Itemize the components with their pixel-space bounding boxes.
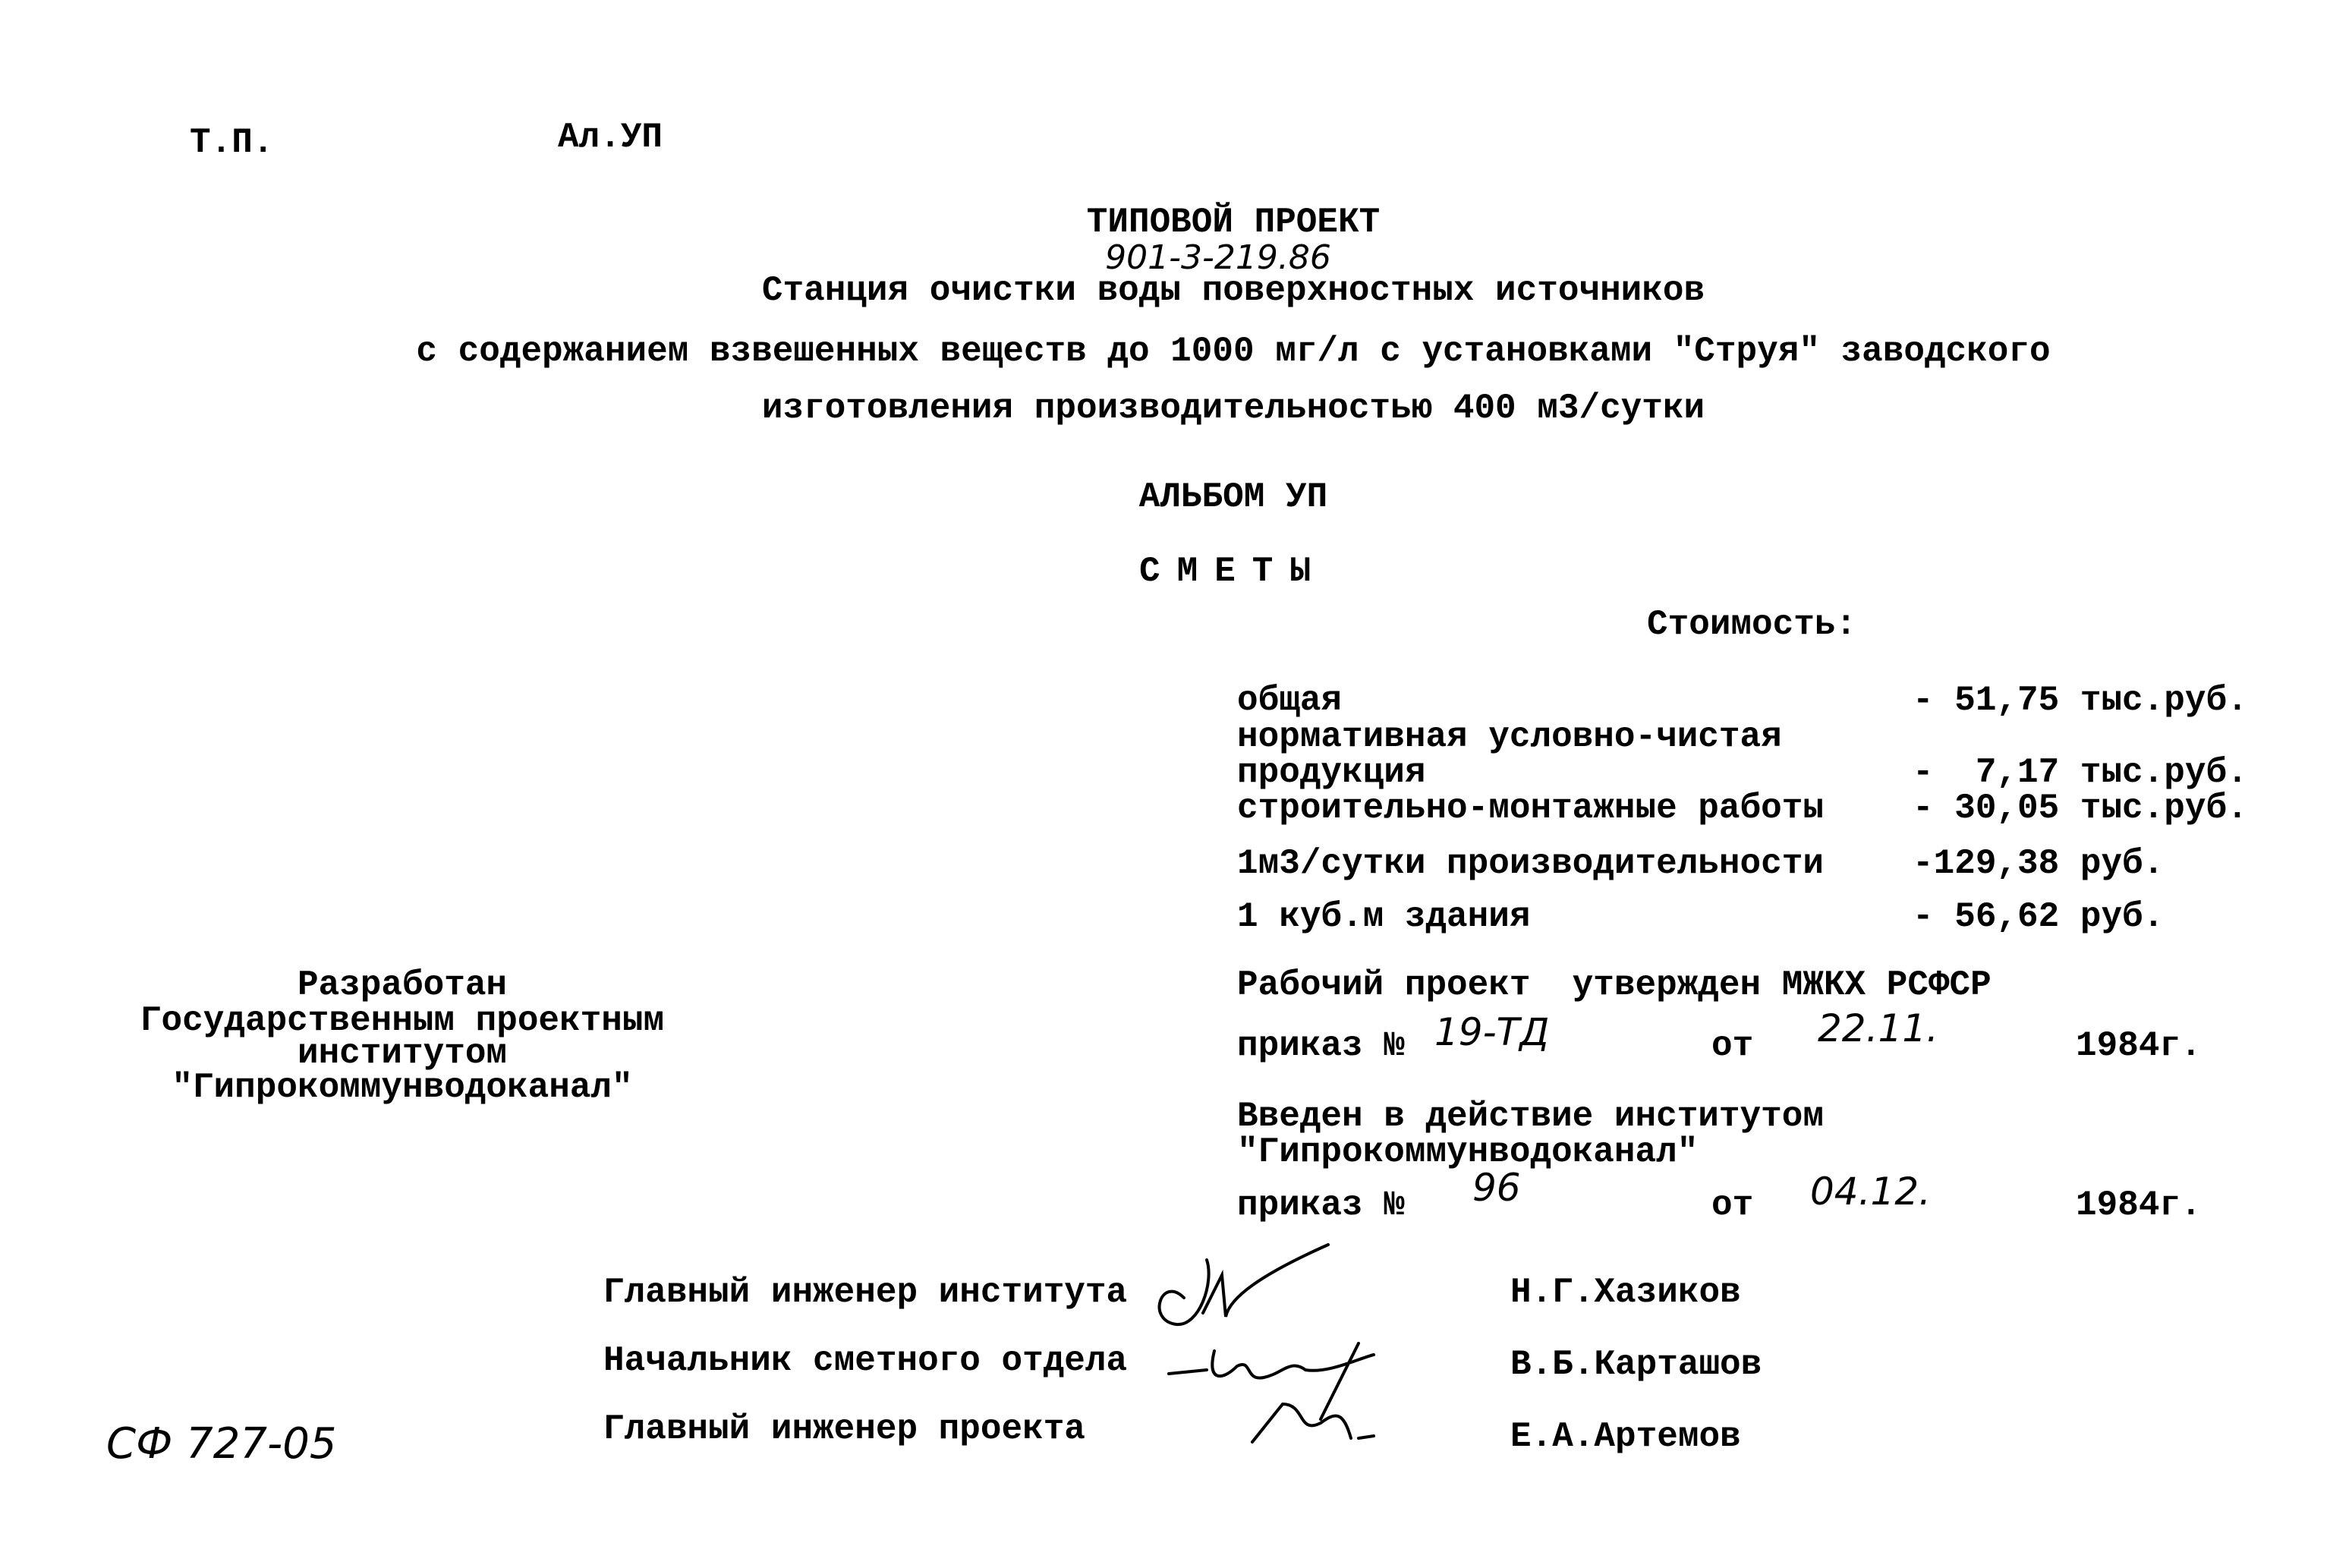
developer-line: "Гипрокоммунводоканал" bbox=[172, 1068, 633, 1107]
signature-role: Главный инженер проекта bbox=[603, 1409, 1085, 1449]
developer-line: Государственным проектным bbox=[140, 1001, 665, 1041]
developer-line: Разработан bbox=[297, 965, 508, 1005]
section-title: СМЕТЫ bbox=[1138, 552, 1328, 591]
cost-label: общая bbox=[1237, 681, 1343, 720]
enactment-order-no: 96 bbox=[1472, 1166, 1521, 1210]
enactment-order-label: приказ № bbox=[1237, 1185, 1405, 1225]
project-number: 901-3-219.86 bbox=[1105, 238, 1331, 277]
album-title: АЛЬБОМ УП bbox=[1138, 477, 1328, 517]
developer-line: институтом bbox=[297, 1034, 508, 1073]
title-line: с содержанием взвешенных веществ до 1000 мг/л с установками "Струя" заводского bbox=[416, 332, 2051, 371]
enactment-line: Введен в действие институтом bbox=[1237, 1097, 1824, 1136]
signature-name: В.Б.Карташов bbox=[1510, 1345, 1762, 1384]
enactment-year: 1984г. bbox=[2076, 1185, 2202, 1225]
title-line: изготовления производительностью 400 м3/сутки bbox=[761, 389, 1705, 428]
handwritten-signatures bbox=[1131, 1230, 1495, 1472]
cost-label: 1 куб.м здания bbox=[1237, 897, 1531, 937]
left-code: Т.П. bbox=[190, 123, 274, 162]
cost-value: - 56,62 руб. bbox=[1913, 897, 2165, 937]
enactment-from-label: от bbox=[1711, 1185, 1754, 1225]
archive-code: СФ 727-05 bbox=[106, 1419, 337, 1469]
cost-label: нормативная условно-чистая bbox=[1237, 717, 1782, 757]
signature-project-engineer bbox=[1252, 1404, 1374, 1442]
approval-year: 1984г. bbox=[2076, 1026, 2202, 1066]
signature-estimates-head bbox=[1169, 1343, 1374, 1419]
approval-line: Рабочий проект утвержден МЖКХ РСФСР bbox=[1237, 965, 1992, 1005]
cost-label: строительно-монтажные работы bbox=[1237, 789, 1824, 828]
cost-value: -129,38 руб. bbox=[1913, 844, 2165, 883]
signature-chief-engineer bbox=[1160, 1245, 1328, 1324]
album-code: Ал.УП bbox=[558, 118, 663, 157]
cost-heading: Стоимость: bbox=[1647, 605, 1857, 644]
approval-from-label: от bbox=[1711, 1026, 1754, 1066]
approval-order-label: приказ № bbox=[1237, 1026, 1405, 1066]
cost-value: - 30,05 тыс.руб. bbox=[1913, 789, 2248, 828]
title-line: Станция очистки воды поверхностных источников bbox=[761, 271, 1705, 310]
cost-value: - 51,75 тыс.руб. bbox=[1913, 681, 2248, 720]
enactment-institute: "Гипрокоммунводоканал" bbox=[1237, 1132, 1699, 1172]
signature-name: Н.Г.Хазиков bbox=[1510, 1273, 1741, 1312]
cost-value: - 7,17 тыс.руб. bbox=[1913, 753, 2248, 792]
signature-name: Е.А.Артемов bbox=[1510, 1417, 1741, 1456]
signature-role: Главный инженер института bbox=[603, 1273, 1128, 1312]
cost-label: 1м3/сутки производительности bbox=[1237, 844, 1824, 883]
enactment-date: 04.12. bbox=[1810, 1170, 1932, 1214]
approval-order-no: 19-ТД bbox=[1434, 1010, 1550, 1054]
signature-role: Начальник сметного отдела bbox=[603, 1341, 1128, 1381]
doc-type: ТИПОВОЙ ПРОЕКТ bbox=[1086, 203, 1381, 242]
cost-label: продукция bbox=[1237, 753, 1426, 792]
approval-date: 22.11. bbox=[1818, 1006, 1939, 1050]
